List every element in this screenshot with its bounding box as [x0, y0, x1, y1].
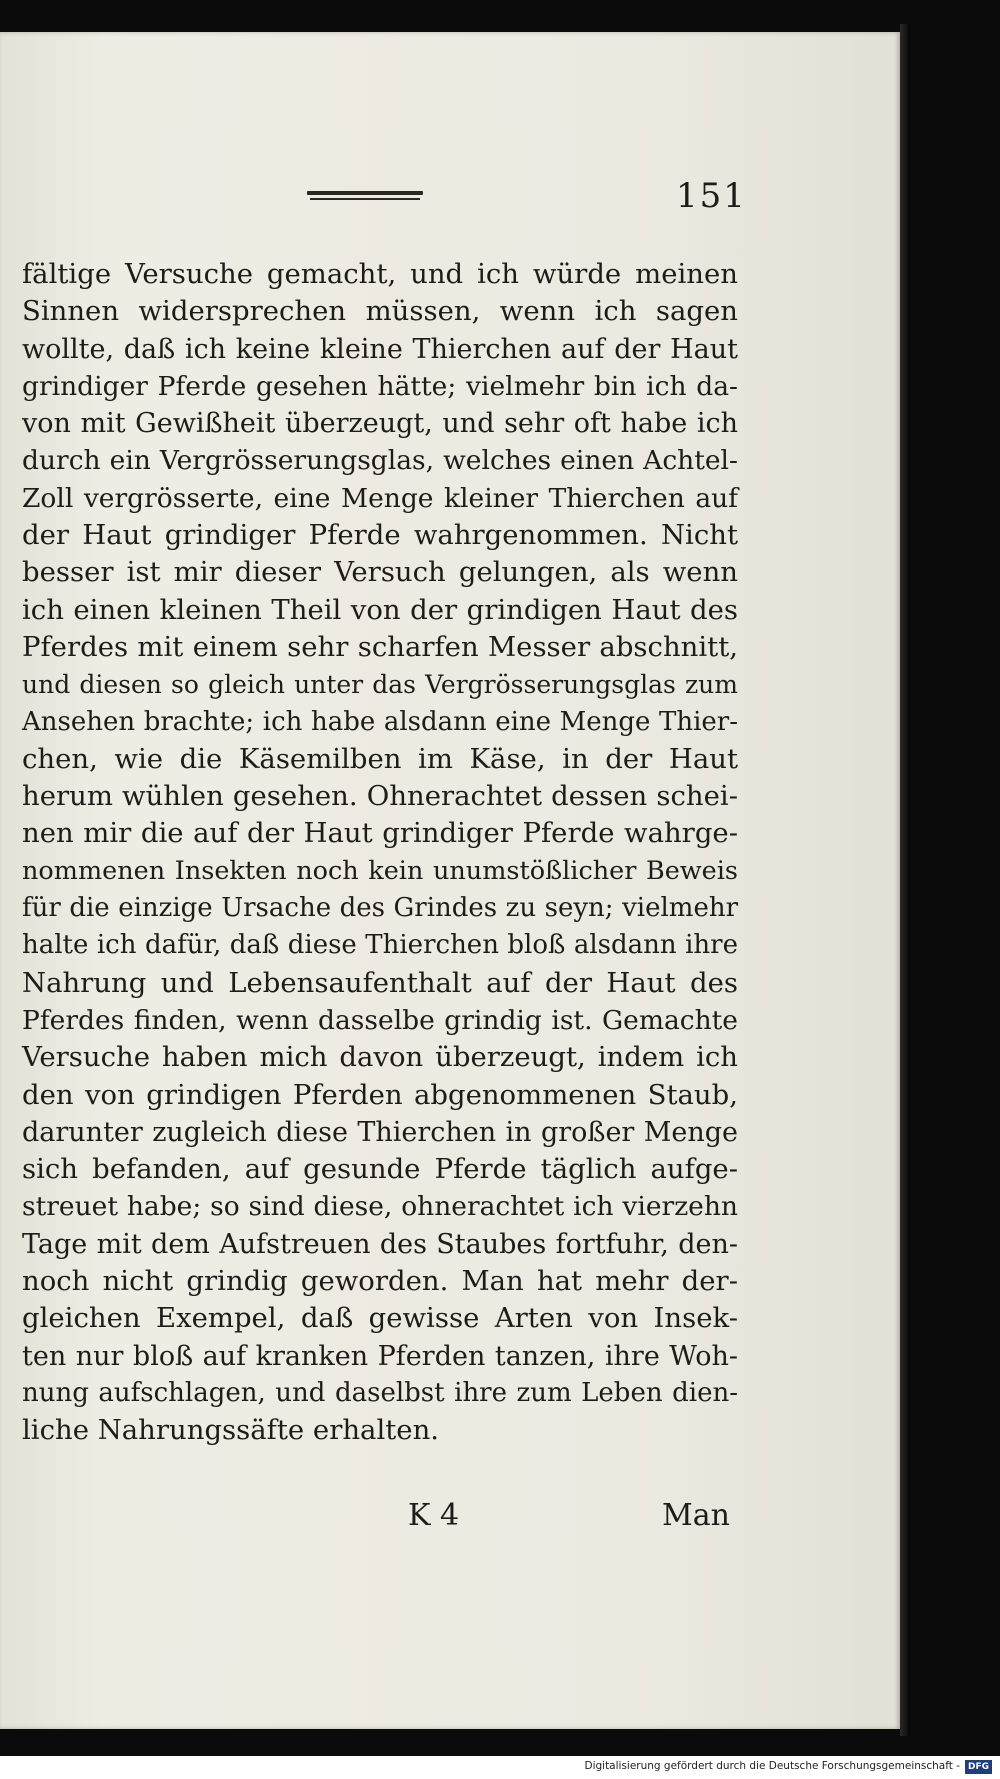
- signature-mark: K 4: [408, 1498, 460, 1533]
- page-number: 151: [676, 176, 747, 216]
- text-line: sich befanden, auf gesunde Pferde täglich aufge-: [22, 1153, 738, 1186]
- text-line: ten nur bloß auf kranken Pferden tanzen, ihre Woh-: [22, 1340, 738, 1372]
- text-line: darunter zugleich diese Thierchen in großer Menge: [22, 1116, 738, 1148]
- text-line: Pferdes mit einem sehr scharfen Messer abschnitt,: [22, 630, 738, 663]
- text-line: und diesen so gleich unter das Vergrösserungsglas zum: [22, 670, 738, 700]
- text-line: noch nicht grindig geworden. Man hat mehr der-: [22, 1265, 738, 1298]
- text-line: Zoll vergrösserte, eine Menge kleiner Thierchen auf: [22, 482, 738, 514]
- text-line: halte ich dafür, daß diese Thierchen bloß alsdann ihre: [22, 930, 738, 961]
- text-line: durch ein Vergrösserungsglas, welches einen Achtel-: [22, 445, 738, 477]
- text-line: von mit Gewißheit überzeugt, und sehr oft habe ich: [22, 408, 738, 440]
- text-line: Versuche haben mich davon überzeugt, indem ich: [22, 1041, 738, 1074]
- text-line: ich einen kleinen Theil von der grindigen Haut des: [22, 593, 738, 626]
- text-line: Sinnen widersprechen müssen, wenn ich sagen: [22, 295, 738, 328]
- text-line: grindiger Pferde gesehen hätte; vielmehr bin ich da-: [22, 370, 738, 402]
- text-line: chen, wie die Käsemilben im Käse, in der Haut: [22, 742, 738, 775]
- text-line: gleichen Exempel, daß gewisse Arten von Insek-: [22, 1302, 738, 1335]
- header-rule: [307, 191, 423, 200]
- header-rule-thick: [307, 191, 423, 195]
- text-line: nommenen Insekten noch kein unumstößlicher Beweis: [22, 855, 738, 886]
- text-line: Ansehen brachte; ich habe alsdann eine Menge Thier-: [22, 706, 738, 737]
- text-line: Pferdes finden, wenn dasselbe grindig ist. Gemachte: [22, 1004, 738, 1036]
- text-line: Tage mit dem Aufstreuen des Staubes fortfuhr, den-: [22, 1228, 738, 1260]
- footer-credit: Digitalisierung gefördert durch die Deutsche Forschungsgemeinschaft -: [584, 1760, 960, 1772]
- text-line: besser ist mir dieser Versuch gelungen, als wenn: [22, 556, 738, 589]
- text-line: den von grindigen Pferden abgenommenen Staub,: [22, 1078, 738, 1111]
- text-line: herum wühlen gesehen. Ohnerachtet dessen schei-: [22, 780, 738, 813]
- text-line: streuet habe; so sind diese, ohnerachtet ich vierzehn: [22, 1191, 738, 1223]
- dfg-logo-icon: DFG: [965, 1760, 992, 1774]
- text-line: fältige Versuche gemacht, und ich würde meinen: [22, 258, 738, 290]
- text-line: nung aufschlagen, und daselbst ihre zum Leben dien-: [22, 1377, 738, 1408]
- text-line: wollte, daß ich keine kleine Thierchen auf der Haut: [22, 333, 738, 365]
- text-line: Nahrung und Lebensaufenthalt auf der Haut des: [22, 966, 738, 999]
- page-edge-shadow: [900, 24, 910, 1736]
- header-rule-thin: [310, 198, 420, 200]
- text-line: nen mir die auf der Haut grindiger Pferde wahrge-: [22, 817, 738, 850]
- text-line: der Haut grindiger Pferde wahrgenommen. Nicht: [22, 519, 738, 552]
- text-line: für die einzige Ursache des Grindes zu seyn; vielmehr: [22, 893, 738, 924]
- catchword: Man: [662, 1498, 730, 1533]
- body-text: [22, 256, 738, 1450]
- text-line-last: liche Nahrungssäfte erhalten.: [22, 1414, 440, 1447]
